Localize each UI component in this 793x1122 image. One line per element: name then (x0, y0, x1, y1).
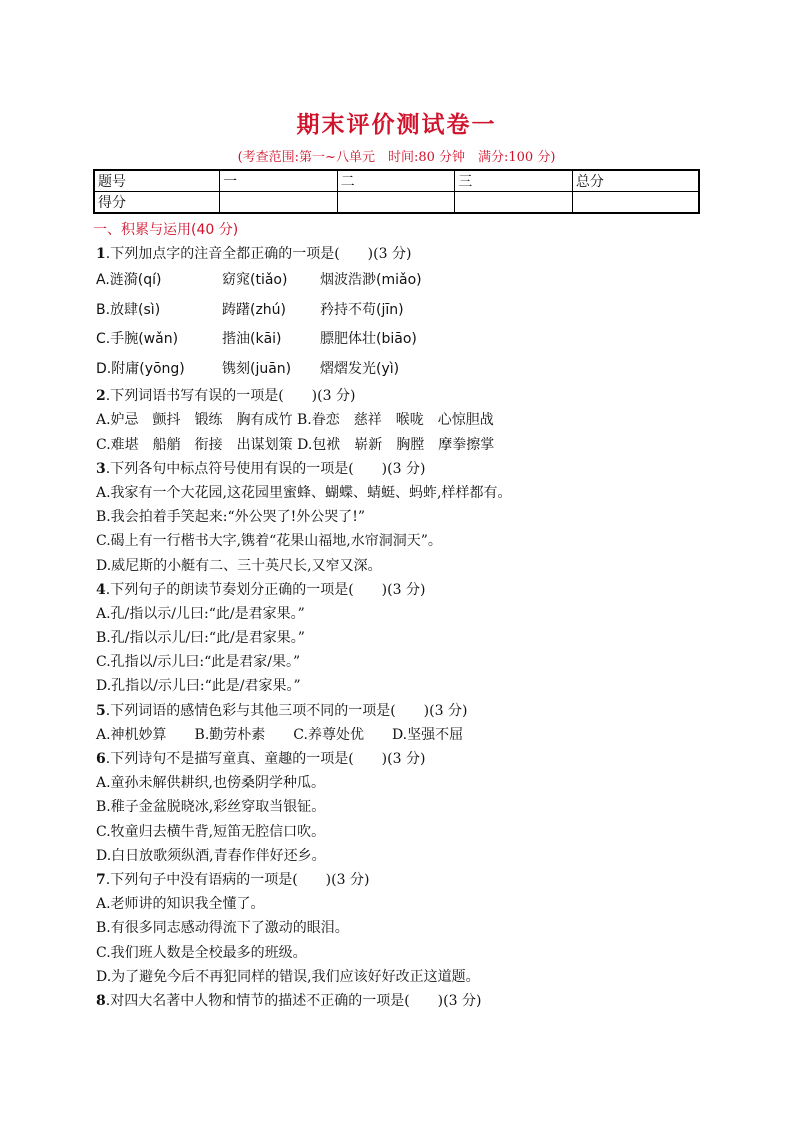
option-line: B.我会拍着手笑起来:“外公哭了!外公哭了!” (96, 509, 366, 526)
question-6 (96, 747, 716, 771)
option-line: A.妒忌 颤抖 锻练 胸有成竹 B.眷恋 慈祥 喉咙 心惊胆战 (96, 412, 494, 429)
option-text: 烟波浩渺(miǎo) (320, 272, 422, 289)
option-line: D.白日放歌须纵酒,青春作伴好还乡。 (96, 847, 326, 864)
score-row-label: 得分 (94, 192, 220, 214)
score-table (93, 169, 700, 214)
question-4 (96, 578, 716, 602)
header-cell-total: 总分 (572, 170, 699, 192)
header-cell-1: 一 (220, 170, 338, 192)
option-line: C.我们班人数是全校最多的班级。 (96, 944, 307, 961)
q1-option-row (96, 296, 716, 326)
question-2 (96, 384, 716, 408)
option-text: D.附庸(yōng) (96, 360, 185, 377)
option-text: 熠熠发光(yì) (320, 360, 400, 377)
option-line: C.孔指以/示儿曰:“此是君家/果。” (96, 654, 301, 671)
option-text: 膘肥体壮(biāo) (320, 331, 417, 348)
question-7 (96, 868, 716, 892)
question-number: 5 (96, 702, 106, 719)
option-line: D.为了避免今后不再犯同样的错误,我们应该好好改正这道题。 (96, 968, 480, 985)
option-text: 镌刻(juān) (222, 360, 292, 377)
q1-option-row (96, 355, 716, 385)
question-stem: .下列词语书写有误的一项是( )(3 分) (105, 388, 356, 405)
option-line: D.威尼斯的小艇有二、三十英尺长,又窄又深。 (96, 557, 382, 574)
option-line: C.碣上有一行楷书大字,镌着“花果山福地,水帘洞洞天”。 (96, 533, 442, 550)
score-table-header-row (94, 170, 699, 192)
header-cell-2: 二 (337, 170, 455, 192)
question-number: 6 (96, 751, 106, 767)
option-text: A.涟漪(qí) (96, 272, 162, 289)
option-line: B.稚子金盆脱晓冰,彩丝穿取当银钲。 (96, 799, 326, 816)
score-cell-3[interactable] (455, 192, 573, 214)
option-text: B.放肆(sì) (96, 301, 161, 318)
question-5 (96, 699, 716, 723)
option-text: C.手腕(wǎn) (96, 331, 179, 348)
question-1 (96, 242, 716, 266)
q1-option-row (96, 325, 716, 355)
option-line: A.孔/指以示/儿曰:“此/是君家果。” (96, 605, 305, 622)
score-cell-2[interactable] (337, 192, 455, 214)
question-number: 7 (96, 871, 106, 888)
question-stem: .下列句子的朗读节奏划分正确的一项是( )(3 分) (105, 581, 426, 598)
exam-scope: (考查范围:第一~八单元 时间:80 分钟 满分:100 分) (237, 150, 556, 165)
option-line: C.难堪 船艄 衔接 出谋划策 D.包袱 崭新 胸膛 摩拳擦掌 (96, 436, 495, 453)
score-cell-total[interactable] (572, 192, 699, 214)
option-text: 踌躇(zhú) (222, 301, 287, 318)
page-title: 期末评价测试卷一 (296, 112, 497, 138)
option-line: B.孔/指以示儿/曰:“此/是君家果。” (96, 630, 305, 647)
question-number: 8 (96, 992, 106, 1009)
question-stem: .下列各句中标点符号使用有误的一项是( )(3 分) (105, 460, 426, 477)
question-stem: .对四大名著中人物和情节的描述不正确的一项是( )(3 分) (105, 992, 482, 1009)
score-cell-1[interactable] (220, 192, 338, 214)
header-cell-3: 三 (455, 170, 573, 192)
option-text: 窈窕(tiǎo) (222, 272, 288, 289)
score-table-score-row (94, 192, 699, 214)
question-stem: .下列加点字的注音全都正确的一项是( )(3 分) (105, 246, 412, 262)
option-text: 揩油(kāi) (222, 331, 282, 348)
option-text: 矜持不苟(jīn) (320, 301, 404, 318)
question-stem: .下列句子中没有语病的一项是( )(3 分) (105, 871, 370, 888)
question-number: 1 (96, 246, 106, 262)
option-line: A.神机妙算 B.勤劳朴素 C.养尊处优 D.坚强不屈 (96, 726, 464, 743)
question-stem: .下列词语的感情色彩与其他三项不同的一项是( )(3 分) (105, 702, 468, 719)
option-line: D.孔指以/示儿曰:“此是/君家果。” (96, 678, 301, 695)
option-line: A.童孙未解供耕织,也傍桑阴学种瓜。 (96, 775, 326, 792)
question-number: 2 (96, 388, 106, 405)
section-heading: 一、积累与运用(40 分) (93, 222, 239, 238)
question-list (96, 242, 716, 1013)
question-8 (96, 989, 716, 1013)
option-line: A.老师讲的知识我全懂了。 (96, 896, 265, 913)
question-stem: .下列诗句不是描写童真、童趣的一项是( )(3 分) (105, 751, 426, 767)
option-line: C.牧童归去横牛背,短笛无腔信口吹。 (96, 823, 326, 840)
question-number: 3 (96, 460, 106, 477)
question-number: 4 (96, 581, 106, 598)
question-3 (96, 457, 716, 481)
option-line: B.有很多同志感动得流下了激动的眼泪。 (96, 920, 349, 937)
header-cell-label: 题号 (94, 170, 220, 192)
q1-option-row (96, 266, 716, 296)
option-line: A.我家有一个大花园,这花园里蜜蜂、蝴蝶、蜻蜓、蚂蚱,样样都有。 (96, 484, 512, 501)
